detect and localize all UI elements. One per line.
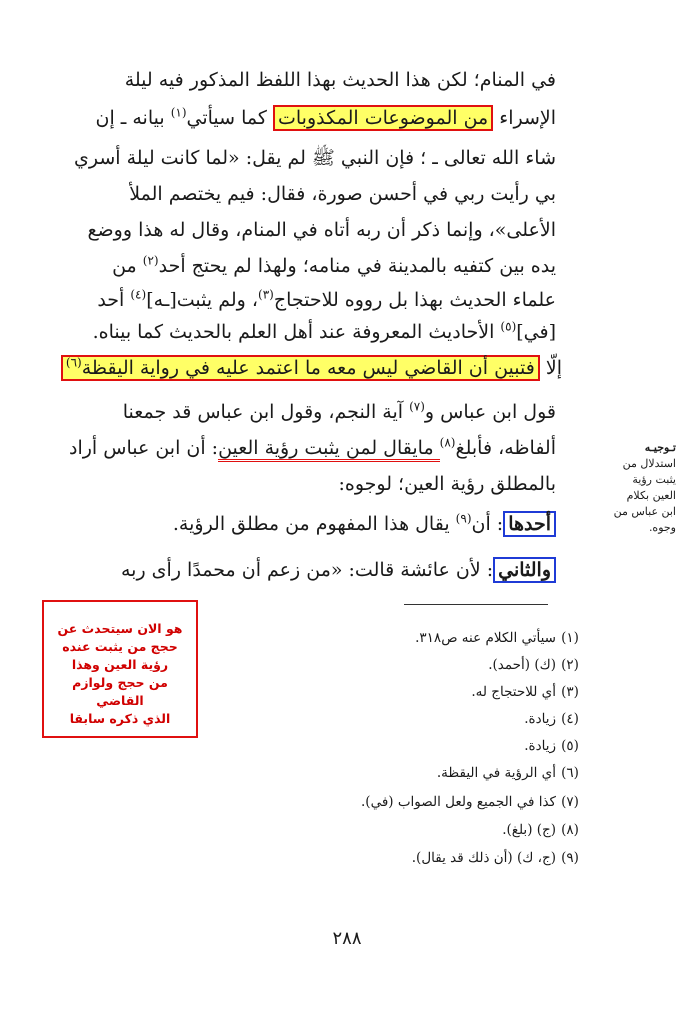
footnote-7 [361, 792, 584, 812]
body-text: : أن [471, 513, 504, 535]
footnote-text: زيادة. [524, 738, 556, 754]
footnote-number: (٢) [561, 657, 579, 673]
margin-note-line: ابن عباس من [613, 505, 676, 518]
footnote-ref-2[interactable]: (٢) [142, 253, 159, 268]
footnote-text: (ج، ك) (أن ذلك قد يقال). [411, 850, 556, 866]
body-line-1 [124, 66, 556, 94]
body-text: : لأن عائشة قالت: «من زعم أن محمدًا رأى ربه [120, 559, 494, 581]
body-text: يده بين كتفيه بالمدينة في منامه؛ ولهذا لم يحتج أحد [158, 255, 556, 277]
annotation-line: القاضي [96, 693, 144, 708]
body-text: ألفاظه، فأبلغ [455, 437, 556, 459]
footnote-3 [471, 682, 584, 702]
annotation-line: رؤية العين وهذا [71, 657, 169, 672]
footnote-separator [404, 604, 548, 605]
footnote-2 [488, 655, 584, 675]
footnote-text: أي الرؤية في اليقظة. [436, 765, 556, 781]
body-text: يقال هذا المفهوم من مطلق الرؤية. [172, 513, 456, 535]
annotation-line: حجج من يثبت عنده [62, 639, 178, 654]
footnote-ref-9[interactable]: (٩) [455, 511, 472, 526]
body-line-9 [61, 354, 562, 382]
margin-note [558, 440, 676, 536]
body-line-13 [173, 510, 556, 538]
body-line-10 [123, 398, 556, 426]
body-text: من [112, 255, 143, 277]
body-text: الأحاديث المعروفة عند أهل العلم بالحديث كما بيناه. [92, 321, 501, 343]
body-text: ، ولم يثبت[ـه] [146, 289, 258, 311]
footnote-4 [524, 709, 584, 729]
body-line-14 [121, 556, 556, 584]
body-text: الأعلى»، وإنما ذكر أن ربه أتاه في المنام، وقال له هذا ووضع [87, 219, 556, 241]
body-text: شاء الله تعالى ـ ؛ فإن النبي ﷺ لم يقل: «لما كانت ليلة أسري [74, 147, 556, 169]
body-text: بي رأيت ربي في أحسن صورة، فقال: فيم يختصم الملأ [129, 183, 556, 205]
footnote-number: (٤) [561, 711, 579, 727]
footnote-text: أي للاحتجاج له. [471, 684, 556, 700]
footnote-number: (٦) [561, 765, 579, 781]
body-text: كما سيأتي [186, 107, 267, 129]
footnote-9 [412, 848, 584, 868]
body-text: فتبين أن القاضي ليس معه ما اعتمد عليه في رواية اليقظة [81, 357, 535, 379]
body-text: [في] [516, 321, 556, 343]
body-text: في المنام؛ لكن هذا الحديث بهذا اللفظ المذكور فيه ليلة [124, 69, 556, 91]
footnote-ref-7[interactable]: (٧) [409, 399, 425, 414]
footnote-ref-6[interactable]: (٦) [65, 355, 82, 370]
footnote-text: زيادة. [524, 711, 556, 727]
underlined-eye-vision: مايقال لمن يثبت رؤية العين [218, 437, 440, 462]
body-text: علماء الحديث بهذا بل رووه للاحتجاج [273, 289, 556, 311]
body-text: بالمطلق رؤية العين؛ لوجوه: [338, 473, 556, 495]
footnote-text: (ك) (أحمد). [488, 657, 556, 673]
footnote-6 [437, 763, 584, 783]
margin-note-line: تـوجيـه [644, 441, 676, 454]
annotation-line: هو الان سيتحدث عن [57, 621, 183, 636]
footnote-8 [502, 820, 584, 840]
margin-note-line: العين بكلام [626, 489, 676, 502]
body-line-11 [69, 434, 556, 462]
annotation-line: من حجج ولوازم [72, 675, 168, 690]
first-reason-label: أحدها [503, 511, 556, 537]
body-text: الإسراء [499, 107, 556, 129]
body-text: بيانه ـ إن [95, 107, 171, 129]
body-text: : أن ابن عباس أراد [69, 437, 219, 459]
margin-note-line: استدلال من [622, 457, 676, 470]
footnote-number: (٧) [561, 794, 579, 810]
body-line-7 [97, 286, 556, 314]
body-text: آية النجم، وقول ابن عباس قد جمعنا [122, 401, 410, 423]
margin-note-line: يثبت رؤية [632, 473, 676, 486]
footnote-ref-8[interactable]: (٨) [439, 435, 456, 450]
highlight-judge-conclusion [61, 355, 540, 381]
footnote-number: (٨) [561, 822, 579, 838]
page-number: ٢٨٨ [332, 928, 362, 949]
body-line-4 [129, 180, 556, 208]
footnote-ref-5[interactable]: (٥) [500, 319, 517, 334]
highlight-fabricated: من الموضوعات المكذوبات [273, 105, 493, 131]
body-line-6 [112, 252, 556, 280]
footnote-5 [524, 736, 584, 756]
annotation-note [42, 600, 198, 738]
body-line-8 [93, 318, 556, 346]
body-text: أحد [97, 289, 131, 311]
footnote-number: (٣) [561, 684, 579, 700]
body-line-12 [338, 470, 556, 498]
body-text: إلّا [545, 357, 562, 379]
footnote-text: (ج) (بلغ). [502, 822, 556, 838]
footnote-number: (١) [561, 630, 579, 646]
footnote-ref-3[interactable]: (٣) [258, 287, 274, 302]
annotation-line: الذي ذكره سابقا [69, 711, 171, 726]
body-line-2 [95, 104, 556, 132]
footnote-text: سيأتي الكلام عنه ص٣١٨. [415, 630, 556, 646]
footnote-number: (٥) [561, 738, 579, 754]
footnote-text: كذا في الجميع ولعل الصواب (في). [361, 794, 556, 810]
footnote-ref-4[interactable]: (٤) [130, 287, 147, 302]
margin-note-line: وجوه. [648, 521, 676, 534]
second-reason-label: والثاني [493, 557, 556, 583]
body-line-5 [87, 216, 556, 244]
body-line-3 [74, 144, 556, 172]
footnote-number: (٩) [561, 850, 579, 866]
footnote-1 [415, 628, 584, 648]
body-text: قول ابن عباس و [424, 401, 556, 423]
footnote-ref-1[interactable]: (١) [170, 105, 187, 120]
